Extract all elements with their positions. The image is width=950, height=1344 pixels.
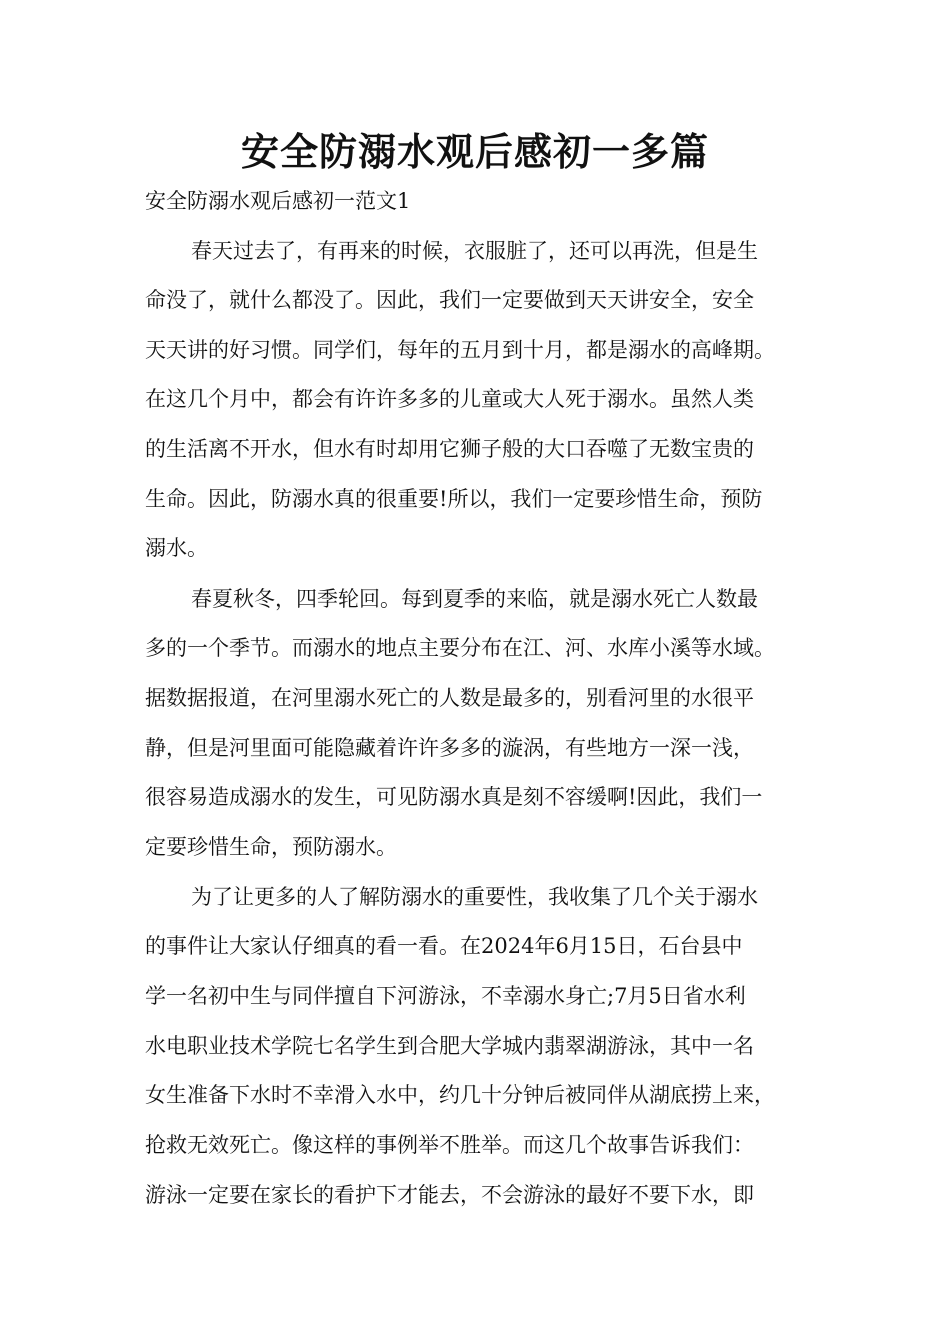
body-text-line: 定要珍惜生命，预防溺水。	[145, 835, 397, 859]
body-text-line: 水电职业技术学院七名学生到合肥大学城内翡翠湖游泳，其中一名	[145, 1034, 754, 1058]
body-text-line: 抢救无效死亡。像这样的事例举不胜举。而这几个故事告诉我们：	[145, 1133, 754, 1157]
body-text-line: 的生活离不开水，但水有时却用它狮子般的大口吞噬了无数宝贵的	[145, 437, 754, 461]
body-text-line: 溺水。	[145, 536, 208, 560]
body-text-line: 春天过去了，有再来的时候，衣服脏了，还可以再洗，但是生	[191, 239, 758, 263]
body-text-line: 多的一个季节。而溺水的地点主要分布在江、河、水库小溪等水域。	[145, 636, 775, 660]
body-text-line: 天天讲的好习惯。同学们，每年的五月到十月，都是溺水的高峰期。	[145, 338, 775, 362]
section-heading: 安全防溺水观后感初一范文1	[145, 189, 411, 213]
body-text-line: 为了让更多的人了解防溺水的重要性，我收集了几个关于溺水	[191, 885, 758, 909]
body-text-line: 春夏秋冬，四季轮回。每到夏季的来临，就是溺水死亡人数最	[191, 587, 758, 611]
body-text-line: 学一名初中生与同伴擅自下河游泳，不幸溺水身亡;7月5日省水利	[145, 984, 746, 1008]
body-text-line: 生命。因此，防溺水真的很重要!所以，我们一定要珍惜生命，预防	[145, 487, 763, 511]
body-text-line: 的事件让大家认仔细真的看一看。在2024年6月15日，石台县中	[145, 934, 743, 958]
document-title: 安全防溺水观后感初一多篇	[240, 130, 709, 174]
body-text-line: 静，但是河里面可能隐藏着许许多多的漩涡，有些地方一深一浅，	[145, 736, 754, 760]
body-text-line: 在这几个月中，都会有许许多多的儿童或大人死于溺水。虽然人类	[145, 387, 754, 411]
body-text-line: 很容易造成溺水的发生，可见防溺水真是刻不容缓啊!因此，我们一	[145, 785, 763, 809]
body-text-line: 游泳一定要在家长的看护下才能去，不会游泳的最好不要下水，即	[145, 1183, 754, 1207]
body-text-line: 命没了，就什么都没了。因此，我们一定要做到天天讲安全，安全	[145, 288, 754, 312]
body-text-line: 女生准备下水时不幸滑入水中，约几十分钟后被同伴从湖底捞上来，	[145, 1083, 775, 1107]
body-text-line: 据数据报道，在河里溺水死亡的人数是最多的，别看河里的水很平	[145, 686, 754, 710]
